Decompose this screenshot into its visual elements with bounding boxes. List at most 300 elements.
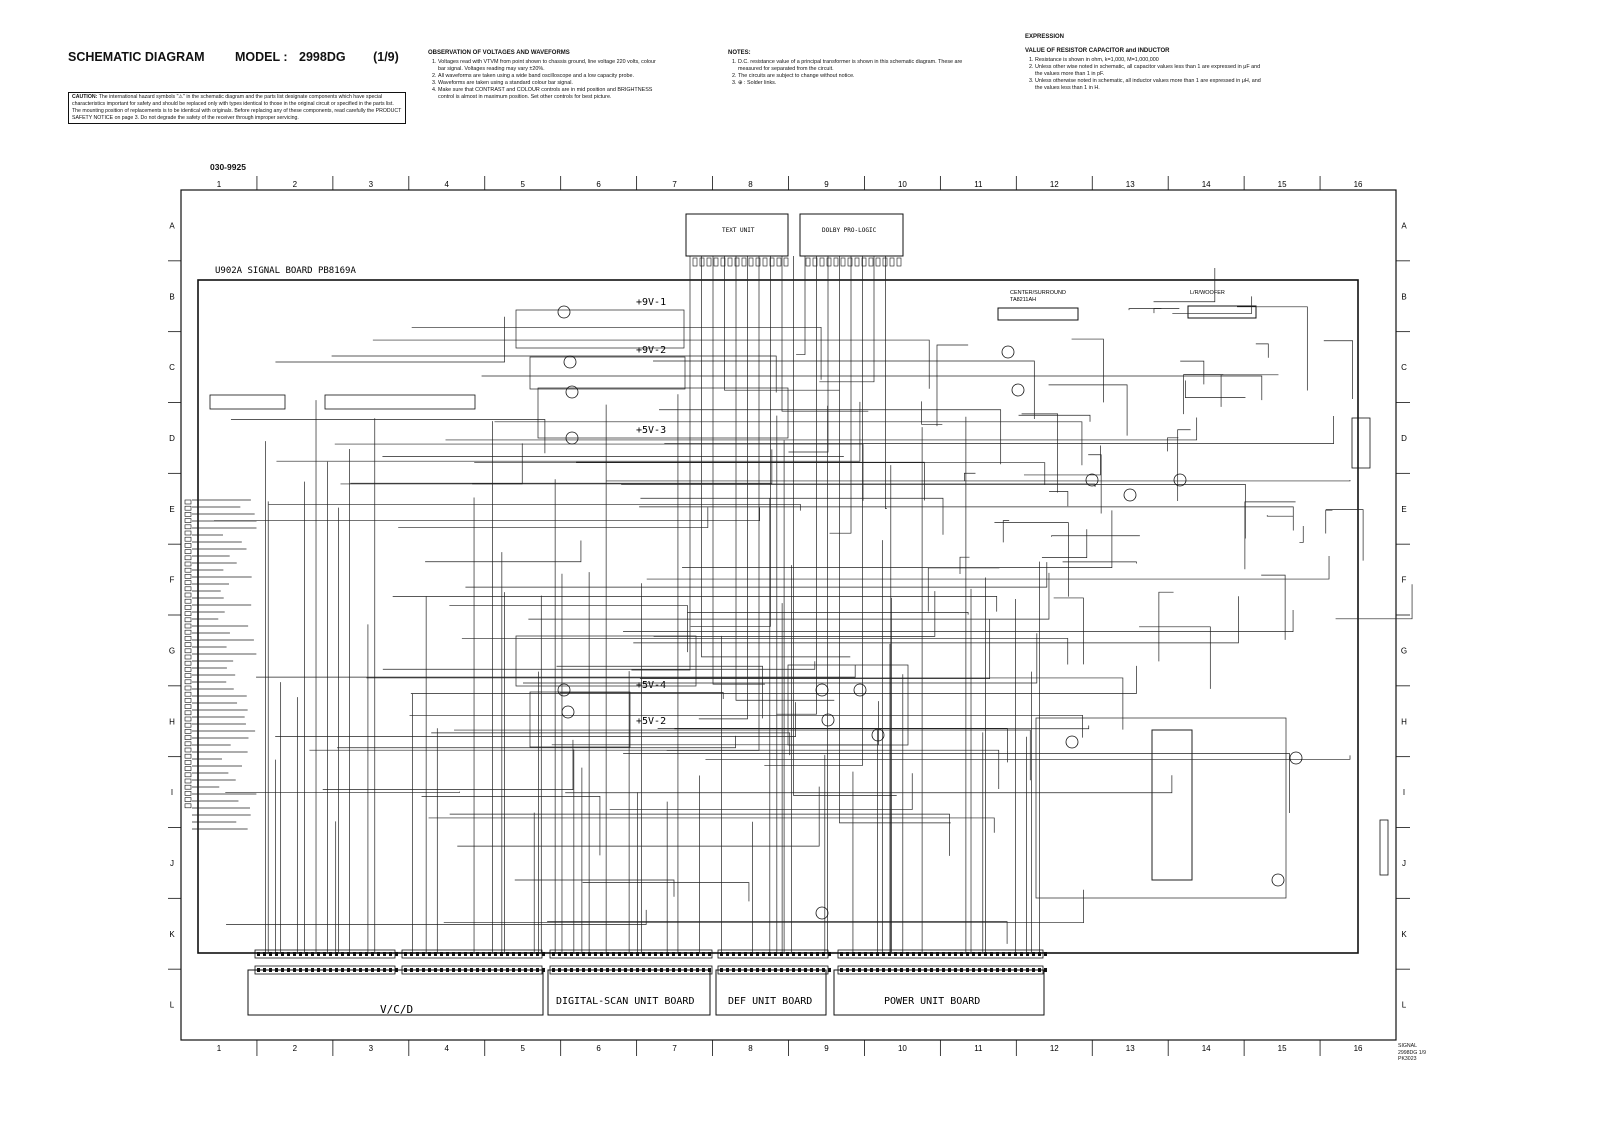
grid-column-label: 9 [824,180,829,189]
connector-pin [1020,968,1023,972]
transistor-symbol [1272,874,1284,886]
connector-pin [954,968,957,972]
connector-pin [482,968,485,972]
connector-pin [576,968,579,972]
connector-pin [576,952,579,956]
connector-pin [732,952,735,956]
connector-pin [990,968,993,972]
connector-pin [185,804,191,808]
grid-column-label: 16 [1353,1044,1363,1053]
connector-pin [446,952,449,956]
connector-pin [594,968,597,972]
grid-row-label: B [169,292,175,302]
grid-row-label: F [1401,575,1407,585]
connector-pin [618,952,621,956]
connector-pin [828,952,831,956]
connector-pin [936,952,939,956]
rail-label: +9V-1 [636,297,667,308]
signal-board-outline [198,280,1358,953]
connector-pin [452,968,455,972]
wire [664,416,1333,444]
connector-pin [185,798,191,802]
wire [1326,510,1333,533]
connector-pin [185,562,191,566]
wire [1154,268,1215,302]
rail-box [530,357,685,389]
grid-row-label: A [169,221,175,231]
model-label: MODEL : [235,50,288,64]
connector-pin [942,968,945,972]
connector-pin [440,952,443,956]
connector-pin [185,674,191,678]
connector-pin [281,968,284,972]
connector-pin [834,258,838,266]
connector-pin [594,952,597,956]
diagram-title: SCHEMATIC DIAGRAM [68,50,205,64]
connector-pin [744,968,747,972]
connector-pin [293,968,296,972]
wire [1024,446,1100,475]
connector-pin [1014,952,1017,956]
connector-pin [918,968,921,972]
connector-pin [672,968,675,972]
connector-pin [858,968,861,972]
transistor-symbol [822,714,834,726]
connector-pin [185,742,191,746]
connector-pin [488,968,491,972]
connector-strip [838,950,1043,958]
connector-pin [185,605,191,609]
connector-pin [365,952,368,956]
connector-pin [185,612,191,616]
observation-item: 1. Voltages read with VTVM from point shown to chassis ground, line voltage 220 volts, colour bar signal. Voltages reading may vary ±20%. [438,59,663,73]
connector-pin [612,968,615,972]
observation-item: 4. Make sure that CONTRAST and COLOUR controls are in mid position and BRIGHTNESS control is almost in maximum position. Set other controls for best picture. [438,87,663,101]
connector-pin [870,952,873,956]
grid-column-label: 10 [897,1044,907,1053]
connector-pin [185,550,191,554]
connector-pin [536,952,539,956]
vcd-board-label: V/C/D [380,1003,414,1016]
connector-pin [978,952,981,956]
connector-pin [990,952,993,956]
connector-pin [389,968,392,972]
wire [225,792,459,793]
wire [269,504,801,510]
connector-pin [269,952,272,956]
connector-pin [960,968,963,972]
connector-pin [476,968,479,972]
connector-pin [524,952,527,956]
wire [937,345,968,426]
grid-row-label: D [169,433,175,443]
connector-pin [912,968,915,972]
connector-pin [1014,968,1017,972]
grid-row-label: F [169,575,175,585]
connector-pin [464,968,467,972]
connector-pin [512,968,515,972]
connector-pin [630,952,633,956]
grid-column-label: 3 [368,1044,374,1053]
connector-pin [185,729,191,733]
wire [256,665,855,677]
wire [1052,536,1140,537]
connector-pin [636,952,639,956]
connector-pin [564,968,567,972]
connector-pin [512,952,515,956]
page-indicator: (1/9) [373,50,399,64]
connector-pin [848,258,852,266]
wire [523,633,1037,683]
grid-column-label: 14 [1201,180,1211,189]
connector-pin [341,968,344,972]
connector-pin [359,952,362,956]
connector-pin [749,258,753,266]
wire [633,596,1238,643]
connector-pin [185,686,191,690]
rail-box [530,692,630,747]
connector-pin [1044,968,1047,972]
notes-item: 3. ⊕ : Solder links. [738,80,968,87]
wire [653,361,1034,419]
connector-pin [660,968,663,972]
wire [422,796,600,855]
expression-item: 1. Resistance is shown in ohm, k=1,000, M=1,000,000 [1035,57,1263,64]
connector-pin [924,952,927,956]
wire [276,402,859,461]
connector-pin [317,968,320,972]
connector-pin [996,968,999,972]
notes-item: 1. D.C. resistance value of a principal transformer is shown in this schematic diagram. These are measured for separated from the circuit. [738,59,968,73]
grid-row-label: D [1401,433,1407,443]
connector-pin [930,952,933,956]
connector-pin [798,952,801,956]
connector-pin [582,952,585,956]
connector-pin [648,952,651,956]
connector-pin [942,952,945,956]
connector-pin [257,968,260,972]
connector-pin [185,723,191,727]
ic-strip [210,395,285,409]
notes-item: 2. The circuits are subject to change without notice. [738,73,968,80]
connector-pin [810,952,813,956]
grid-column-label: 9 [824,1044,829,1053]
connector-pin [185,698,191,702]
connector-pin [738,968,741,972]
connector-pin [960,952,963,956]
stamp-line: 2998DG 1/9 [1398,1049,1426,1056]
wire [350,449,772,483]
center-ic-body [998,308,1078,320]
connector-pin [311,968,314,972]
wire [431,733,789,755]
wire [446,418,1197,440]
observation-item: 2. All waveforms are taken using a wide band oscilloscope and a low capacity probe. [438,73,663,80]
connector-pin [678,968,681,972]
connector-pin [624,968,627,972]
wire [1184,375,1224,415]
connector-pin [822,968,825,972]
connector-pin [948,968,951,972]
connector-pin [185,748,191,752]
connector-pin [347,952,350,956]
connector-pin [707,258,711,266]
connector-pin [422,952,425,956]
connector-pin [317,952,320,956]
connector-pin [1002,968,1005,972]
connector-pin [1026,952,1029,956]
wire [1237,307,1307,391]
transistor-symbol [1012,384,1024,396]
connector-pin [185,692,191,696]
connector-pin [820,258,824,266]
connector-pin [984,968,987,972]
connector-pin [900,968,903,972]
connector-pin [185,587,191,591]
wire [1019,415,1090,421]
connector-pin [784,258,788,266]
connector-pin [894,952,897,956]
connector-pin [588,968,591,972]
wire [736,256,834,700]
connector-pin [906,952,909,956]
connector-pin [335,968,338,972]
connector-pin [777,258,781,266]
wire [1049,492,1068,507]
connector-pin [768,968,771,972]
grid-row-label: B [1401,292,1407,302]
connector-pin [377,968,380,972]
wire [623,753,1289,813]
ic-strip [325,395,475,409]
caution-text: The international hazard symbols "⚠" in the schematic diagram and the parts list designate components which have special characteristics important for safety and should be replaced only with types identical to those in the original circuit or specified in the parts list. The mounting position of replacements is to be identical with originals. Before replacing any of these components, read carefully the PRODUCT SAFETY NOTICE on page 3. Do not degrade the safety of the receiver through improper servicing. [72,94,402,121]
connector-pin [446,968,449,972]
wire [1336,584,1412,619]
transistor-symbol [562,706,574,718]
connector-pin [365,968,368,972]
wire [1261,575,1285,640]
grid-row-label: E [169,504,175,514]
lr-woofer-label: L/R/WOOFER [1190,290,1225,296]
connector-pin [972,952,975,956]
connector-pin [518,968,521,972]
grid-row-label: G [168,646,176,656]
connector-pin [864,952,867,956]
connector-pin [185,537,191,541]
connector-pin [1032,952,1035,956]
grid-row-label: C [1401,363,1407,373]
connector-pin [410,952,413,956]
connector-pin [353,968,356,972]
connector-pin [185,636,191,640]
wire [623,610,1293,632]
connector-pin [918,952,921,956]
connector-pin [738,952,741,956]
connector-pin [185,512,191,516]
connector-pin [702,952,705,956]
caution-lead: CAUTION: [72,94,98,100]
connector-pin [678,952,681,956]
grid-row-label: K [1401,929,1407,939]
grid-labels [168,176,1410,1056]
wiring [192,256,1412,953]
grid-column-label: 6 [596,180,601,189]
grid-column-label: 13 [1125,1044,1135,1053]
wire [830,256,851,533]
dolby-label: DOLBY PRO-LOGIC [822,227,877,234]
connector-pin [852,968,855,972]
connector-pin [900,952,903,956]
transistor-symbol [854,684,866,696]
power-board-box [834,970,1044,1015]
connector-pin [542,968,545,972]
wire [788,256,828,452]
connector-pin [506,968,509,972]
connector-pin [524,968,527,972]
connector-pin [422,968,425,972]
connector-pin [281,952,284,956]
connector-pin [464,952,467,956]
connector-pin [185,667,191,671]
connector-pin [774,952,777,956]
wire [366,678,1122,730]
connector-pin [341,952,344,956]
connector-pin [840,952,843,956]
connector-pin [347,968,350,972]
connector-pin [714,258,718,266]
grid-column-label: 15 [1277,1044,1287,1053]
connector-pin [404,968,407,972]
transistor-symbol [1066,736,1078,748]
connector-pin [930,968,933,972]
connector-pin [792,952,795,956]
grid-row-label: H [169,717,175,727]
connector-pin [690,968,693,972]
wire [552,701,879,745]
connector-pin [876,968,879,972]
connector-pin [672,952,675,956]
transistor-symbol [816,684,828,696]
wire [640,498,943,535]
connector-pin [389,952,392,956]
connector-pin [185,500,191,504]
wire [457,787,819,846]
transistor-symbol [816,907,828,919]
connector-pin [883,258,887,266]
connector-pin [470,952,473,956]
connector-pin [287,952,290,956]
connector-pin [876,952,879,956]
wire [1072,339,1104,402]
grid-column-label: 1 [216,1044,222,1053]
connector-pin [846,968,849,972]
connector-pin [185,785,191,789]
power-board-label: POWER UNIT BOARD [884,996,981,1007]
wire [1267,515,1293,516]
wire [1221,375,1278,407]
connector-pin [185,543,191,547]
connector-pin [827,258,831,266]
grid-row-label: I [1402,788,1406,798]
grid-column-label: 6 [596,1044,601,1053]
connector-pin [1008,952,1011,956]
connector-pin [518,952,521,956]
connector-pin [558,952,561,956]
connector-pin [666,968,669,972]
connector-pin [966,952,969,956]
center-ic-label: TA8211AH [1010,297,1037,303]
transistor-symbol [1290,752,1302,764]
wire [1139,627,1210,689]
grid-row-label: H [1401,717,1407,727]
wire [1063,562,1137,564]
connector-pin [287,968,290,972]
connector-pin [774,968,777,972]
connector-pin [458,968,461,972]
wire [412,327,821,379]
wire [764,256,862,765]
connector-pin [434,968,437,972]
grid-column-label: 2 [292,180,298,189]
def-board-box [716,970,826,1015]
connector-pin [500,968,503,972]
connector-pin [732,968,735,972]
wire [699,256,748,719]
stamp-line: SIGNAL [1398,1043,1418,1049]
connector-pin [305,968,308,972]
connector-pin [428,968,431,972]
connector-pin [476,952,479,956]
grid-column-label: 10 [897,180,907,189]
connector-pin [482,952,485,956]
connector-pin [263,968,266,972]
wire [1003,521,1009,543]
connector-pin [855,258,859,266]
connector-pin [912,952,915,956]
connector-pin [1038,968,1041,972]
connector-pin [185,618,191,622]
connector-pin [966,968,969,972]
connector-pin [185,754,191,758]
wire [382,456,843,457]
transistor-symbol [558,306,570,318]
text-unit-label: TEXT UNIT [722,227,755,234]
components [185,258,1388,974]
grid-column-label: 13 [1125,180,1135,189]
connector-pin [642,952,645,956]
connector-pin [185,661,191,665]
connector-pin [570,968,573,972]
connector-pin [323,968,326,972]
wire [429,818,995,833]
connector-pin [756,258,760,266]
connector-pin [353,952,356,956]
transistor-symbol [1002,346,1014,358]
connector-pin [786,952,789,956]
connector-pin [185,773,191,777]
connector-pin [948,952,951,956]
wire [425,540,581,561]
connector-pin [1020,952,1023,956]
wire [621,484,1245,538]
grid-column-label: 11 [974,1044,983,1053]
expression-item: 2. Unless other wise noted in schematic, all capacitor values less than 1 are expressed in μF and the values more than 1 in pF. [1035,64,1263,78]
observation-title: OBSERVATION OF VOLTAGES AND WAVEFORMS [428,50,570,56]
wire [1256,344,1268,358]
connector-pin [185,519,191,523]
connector-pin [395,952,398,956]
connector-pin [846,952,849,956]
